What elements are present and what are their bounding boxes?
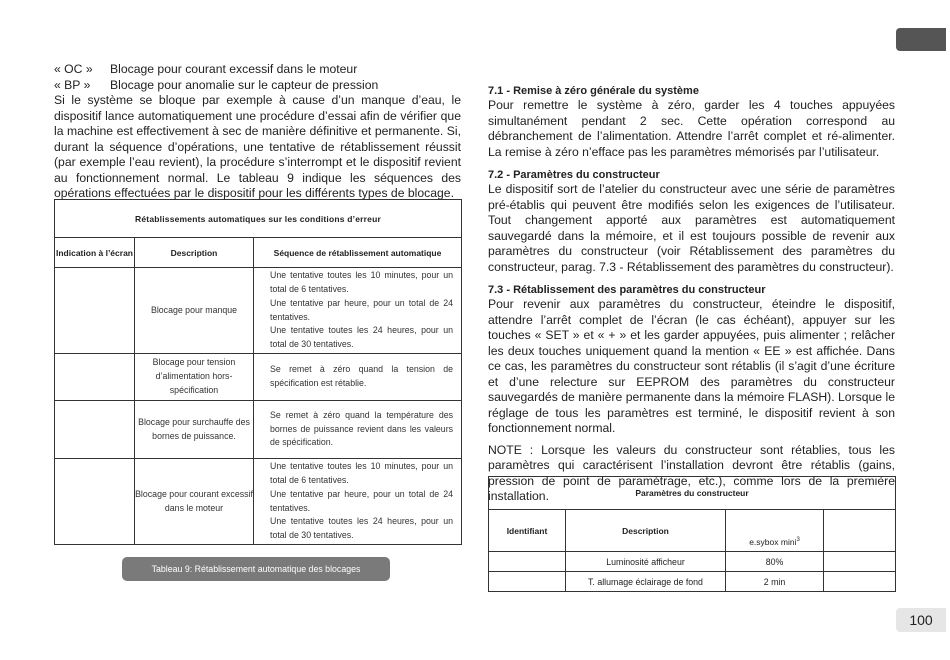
section-heading-7-1: 7.1 - Remise à zéro générale du système: [488, 85, 699, 97]
table-row: [55, 354, 462, 401]
extra-cell: [824, 552, 896, 572]
indication-cell: [55, 268, 135, 354]
table-row: [489, 572, 896, 592]
value-cell: 80%: [726, 552, 824, 572]
column-header: Description: [135, 238, 254, 268]
column-header: [824, 510, 896, 552]
note-paragraph: NOTE : Lorsque les valeurs du constructeur sont rétablies, tous les paramètres qui caractérisent l’installation devront être rétablis (gains, pression de point de paramétrage, etc.), comme lors de la première installation.: [488, 442, 895, 503]
page-number: 100: [896, 608, 946, 632]
sequence-line: Une tentative toutes les 10 minutes, pour un total de 6 tentatives.: [270, 270, 454, 294]
id-cell: [489, 552, 566, 572]
table-title: Paramètres du constructeur: [489, 477, 896, 510]
section-text-7-1: Pour remettre le système à zéro, garder les 4 touches appuyées simultanément pendant 2 sec. Cette opération correspond au débranchement de l’alimentation. Attendre l’arrêt complet et ré-alimenter. La remise à zéro n’efface pas les paramètres mémorisés par l’utilisateur.: [488, 98, 895, 159]
sequence-line: Une tentative par heure, pour un total de 24 tentatives.: [270, 488, 454, 513]
definition-text: Blocage pour courant excessif dans le moteur: [110, 62, 358, 76]
sequence-cell: [254, 354, 462, 401]
definition-code: « OC »: [54, 62, 93, 76]
definition-text: Blocage pour anomalie sur le capteur de pression: [110, 77, 379, 92]
sequence-line: Une tentative toutes les 24 heures, pour un total de 30 tentatives.: [270, 325, 454, 350]
description-cell: Blocage pour tension d’alimentation hors-spécification: [135, 354, 254, 401]
table-row: [489, 552, 896, 572]
sequence-line: Une tentative toutes les 10 minutes, pour un total de 6 tentatives.: [270, 461, 454, 485]
section-heading-7-2: 7.2 - Paramètres du constructeur: [488, 169, 660, 181]
section-text-7-2: Le dispositif sort de l’atelier du constructeur avec une série de paramètres pré-établis qui peuvent être modifiés selon les exigences de l’utilisateur. Tout changement apporté aux paramètres est automatiquement sauvegardé dans la mémoire, et il est toujours possible de revenir aux paramètres du constructeur (voir Rétablissement des paramètres du constructeur, parag. 7.3 - Rétablissement des paramètres du constructeur).: [488, 182, 895, 274]
indication-cell: [55, 354, 135, 401]
table-row: [55, 459, 462, 545]
error-recovery-table: [54, 199, 462, 545]
table-row: [55, 268, 462, 354]
indication-cell: [55, 401, 135, 459]
description-cell: Blocage pour surchauffe des bornes de puissance.: [135, 401, 254, 459]
table-caption: Tableau 9: Rétablissement automatique des blocages: [122, 557, 390, 581]
description-cell: Luminosité afficheur: [566, 552, 726, 572]
column-header: [726, 510, 824, 552]
column-header: Identifiant: [489, 510, 566, 552]
chapter-tab: [896, 28, 946, 51]
definition-bp: [54, 78, 461, 94]
indication-cell: [55, 459, 135, 545]
sequence-cell: [254, 268, 462, 354]
table-row: [55, 401, 462, 459]
product-superscript: 3: [796, 537, 800, 544]
sequence-cell: [254, 401, 462, 459]
sequence-line: Se remet à zéro quand la tension de spécification est rétablie.: [270, 364, 454, 388]
table-title: Rétablissements automatiques sur les conditions d’erreur: [55, 200, 462, 238]
sequence-cell: [254, 459, 462, 545]
sequence-line: Se remet à zéro quand la température des bornes de puissance revient dans les valeurs de spécification.: [270, 409, 454, 448]
intro-paragraph: Si le système se bloque par exemple à cause d’un manque d’eau, le dispositif lance automatiquement une procédure d’essai afin de vérifier que la machine est effectivement à sec de manière définitive et permanente. Si, durant la séquence d’opérations, une tentative de rétablissement réussit (par exemple l’eau revient), la procédure s’interrompt et le dispositif revient au fonctionnement normal. Le tableau 9 indique les séquences des opérations effectuées par le dispositif pour les différents types de blocage.: [54, 93, 461, 200]
definition-oc: [54, 62, 461, 78]
column-header: Indication à l’écran: [55, 238, 135, 268]
description-cell: Blocage pour courant excessif dans le moteur: [135, 459, 254, 545]
column-header: Séquence de rétablissement automatique: [254, 238, 462, 268]
column-header: Description: [566, 510, 726, 552]
section-heading-7-3: 7.3 - Rétablissement des paramètres du constructeur: [488, 284, 766, 296]
description-cell: T. allumage éclairage de fond: [566, 572, 726, 592]
id-cell: [489, 572, 566, 592]
value-cell: 2 min: [726, 572, 824, 592]
product-name: e.sybox mini: [749, 537, 797, 547]
sequence-line: Une tentative par heure, pour un total de 24 tentatives.: [270, 297, 454, 322]
manufacturer-parameters-table: [488, 476, 896, 592]
extra-cell: [824, 572, 896, 592]
definition-code: « BP »: [54, 77, 91, 92]
section-text-7-3: Pour revenir aux paramètres du constructeur, éteindre le dispositif, attendre l’arrêt complet de l’écran (le cas échéant), appuyer sur les touches « SET » et « + » et les garder appuyées, puis alimenter ; relâcher les deux touches uniquement quand la mention « EE » est affichée. Dans ce cas, les paramètres du constructeur sont rétablis (il s’agit d’une écriture et d’une relecture sur EEPROM des paramètres du constructeur sauvegardés de manière permanente dans la mémoire FLASH). Lorsque le réglage de tous les paramètres est terminé, le dispositif revient à son fonctionnement normal.: [488, 297, 895, 435]
description-cell: Blocage pour manque: [135, 268, 254, 354]
sequence-line: Une tentative toutes les 24 heures, pour un total de 30 tentatives.: [270, 516, 454, 541]
